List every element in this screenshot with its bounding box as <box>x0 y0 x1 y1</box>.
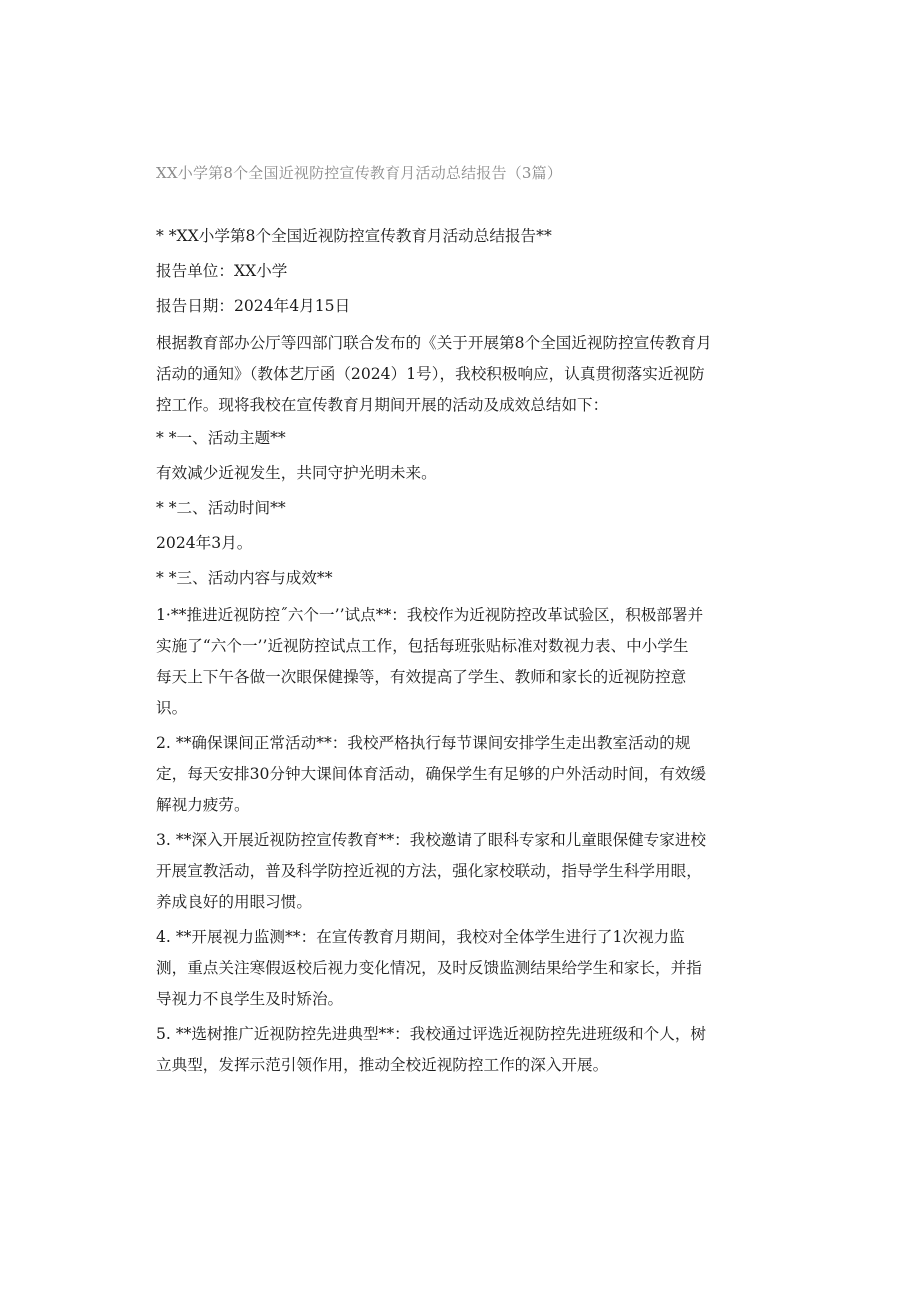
list-item-line: 测，重点关注寒假返校后视力变化情况，及时反馈监测结果给学生和家长，并指 <box>156 959 702 977</box>
intro-paragraph <box>156 328 766 421</box>
list-item-line: 定，每天安排30分钟大课间体育活动，确保学生有足够的户外活动时间，有效缓 <box>156 765 707 783</box>
list-item-line: 养成良好的用眼习惯。 <box>156 893 312 911</box>
list-item-line: 开展宣教活动，普及科学防控近视的方法，强化家校联动，指导学生科学用眼， <box>156 862 702 880</box>
list-item-line: 导视力不良学生及时矫治。 <box>156 990 344 1008</box>
list-item-line: 2. **确保课间正常活动**：我校严格执行每节课间安排学生走出教室活动的规 <box>156 734 691 752</box>
section-body-time: 2024年3月。 <box>156 534 253 552</box>
list-item <box>156 1019 766 1081</box>
report-unit: 报告单位：XX小学 <box>156 262 288 280</box>
list-item <box>156 728 766 821</box>
intro-line: 控工作。现将我校在宣传教育月期间开展的活动及成效总结如下： <box>156 396 609 414</box>
list-item-line: 解视力疲劳。 <box>156 796 250 814</box>
report-heading: * *XX小学第8个全国近视防控宣传教育月活动总结报告** <box>156 227 552 245</box>
list-item-line: 立典型，发挥示范引领作用，推动全校近视防控工作的深入开展。 <box>156 1056 609 1074</box>
list-item-line: 每天上下午各做一次眼保健操等，有效提高了学生、教师和家长的近视防控意 <box>156 668 687 686</box>
list-item <box>156 922 766 1015</box>
list-item-line: 3. **深入开展近视防控宣传教育**：我校邀请了眼科专家和儿童眼保健专家进校 <box>156 831 707 849</box>
list-item-line: 识。 <box>156 699 188 717</box>
list-item-line: 4. **开展视力监测**：在宣传教育月期间，我校对全体学生进行了1次视力监 <box>156 928 685 946</box>
list-item <box>156 825 766 918</box>
document-body <box>156 223 766 1085</box>
document-title: XX小学第8个全国近视防控宣传教育月活动总结报告（3篇） <box>156 164 563 182</box>
intro-line: 根据教育部办公厅等四部门联合发布的《关于开展第8个全国近视防控宣传教育月 <box>156 334 712 352</box>
intro-line: 活动的通知》（教体艺厅函（2024）1号），我校积极响应，认真贯彻落实近视防 <box>156 365 705 383</box>
section-body-theme: 有效减少近视发生，共同守护光明未来。 <box>156 464 437 482</box>
list-item-line: 实施了“六个一’’近视防控试点工作，包括每班张贴标准对数视力表、中小学生 <box>156 637 689 655</box>
list-item <box>156 600 766 724</box>
list-item-line: 1·**推进近视防控˝六个一’’试点**：我校作为近视防控改革试验区，积极部署并 <box>156 606 704 624</box>
list-item-line: 5. **选树推广近视防控先进典型**：我校通过评选近视防控先进班级和个人，树 <box>156 1025 707 1043</box>
section-heading-time: * *二、活动时间** <box>156 499 286 517</box>
report-date: 报告日期：2024年4月15日 <box>156 297 351 315</box>
section-heading-content: * *三、活动内容与成效** <box>156 569 333 587</box>
section-heading-theme: * *一、活动主题** <box>156 429 286 447</box>
